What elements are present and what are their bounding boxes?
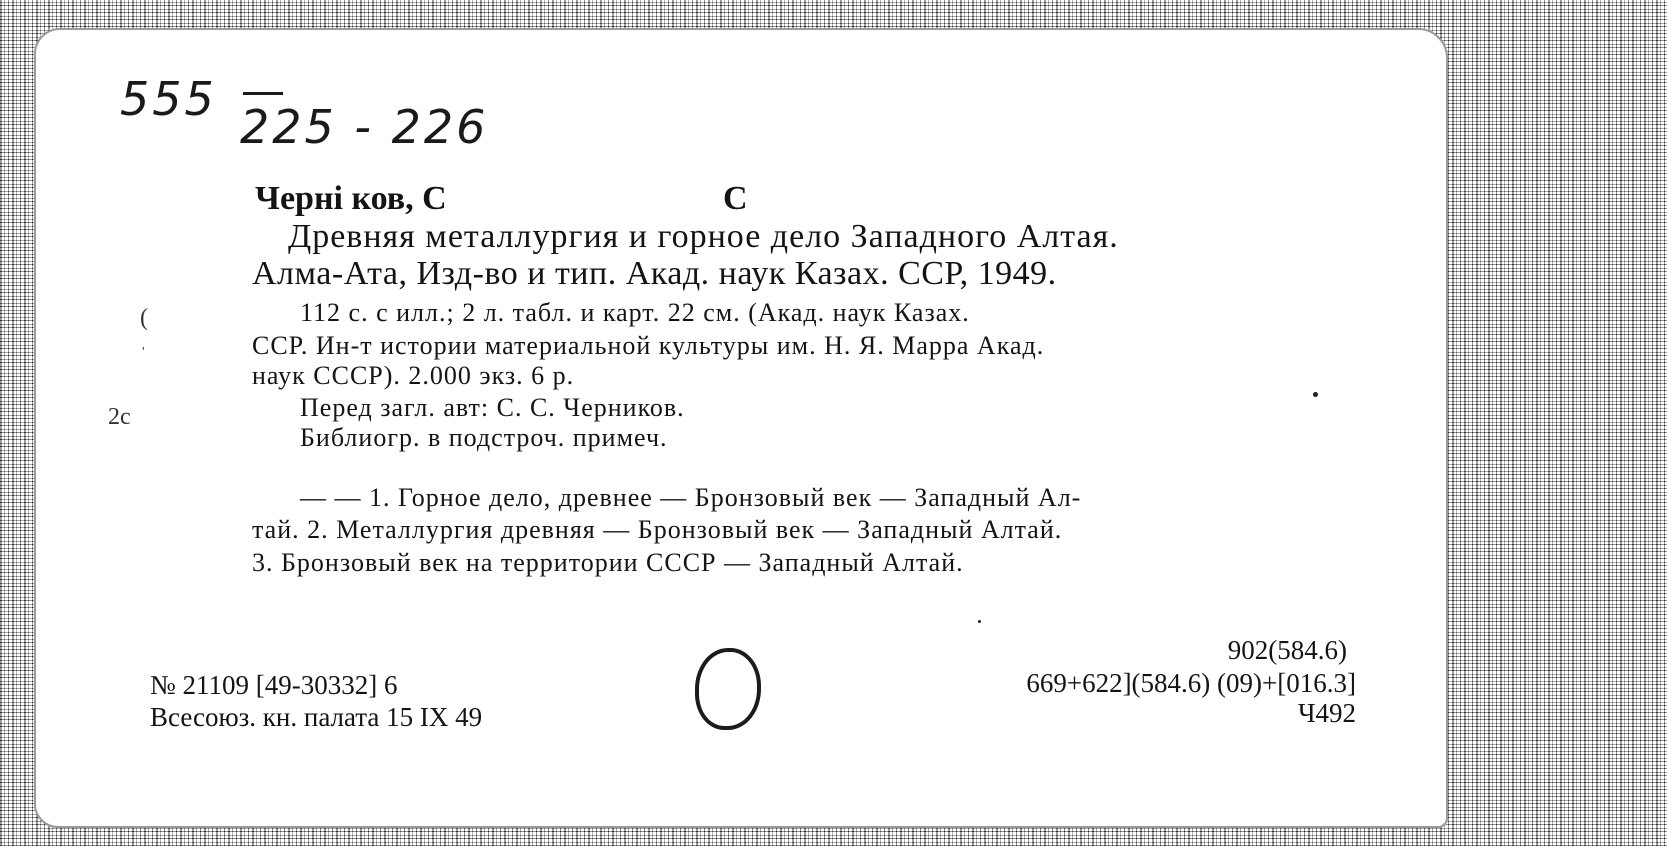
author-initial-2: С bbox=[723, 180, 748, 217]
margin-mark-3: ' bbox=[142, 345, 145, 360]
classification-line: 669+622](584.6) (09)+[016.3] bbox=[1026, 668, 1356, 698]
margin-mark-2: 2c bbox=[108, 404, 131, 430]
collation-line: 112 с. с илл.; 2 л. табл. и карт. 22 см. (Акад. наук Казах. bbox=[300, 298, 970, 327]
classification-line: Ч492 bbox=[1297, 698, 1356, 728]
collation-line: ССР. Ин-т истории материальной культуры им. Н. Я. Марра Акад. bbox=[252, 331, 1045, 360]
book-chamber-stamp: Всесоюз. кн. палата 15 IX 49 bbox=[150, 702, 483, 732]
subject-line: — — 1. Горное дело, древнее — Бронзовый век — Западный Ал- bbox=[300, 483, 1082, 512]
subject-line: 3. Бронзовый век на территории СССР — Западный Алтай. bbox=[252, 548, 964, 577]
book-title: Древняя металлургия и горное дело Западного Алтая. bbox=[288, 218, 1119, 255]
author-heading: Черні ков, С bbox=[255, 180, 447, 217]
speck bbox=[1313, 392, 1318, 397]
handwritten-call-prefix: 555 bbox=[120, 72, 217, 126]
imprint: Алма-Ата, Изд-во и тип. Акад. наук Казах. ССР, 1949. bbox=[252, 255, 1057, 292]
note-line: Перед загл. авт: С. С. Черников. bbox=[300, 393, 685, 422]
handwritten-overline bbox=[243, 92, 283, 95]
registration-number: № 21109 [49-30332] 6 bbox=[150, 670, 398, 700]
note-line: Библиогр. в подстроч. примеч. bbox=[300, 423, 668, 452]
handwritten-pages: 225 - 226 bbox=[240, 100, 489, 154]
speck bbox=[978, 620, 981, 623]
subject-line: тай. 2. Металлургия древняя — Бронзовый век — Западный Алтай. bbox=[252, 515, 1063, 544]
punch-hole bbox=[695, 648, 761, 730]
collation-line: наук СССР). 2.000 экз. 6 р. bbox=[252, 361, 575, 390]
classification-line: 902(584.6) bbox=[1227, 635, 1347, 665]
margin-mark-1: ( bbox=[140, 305, 148, 331]
